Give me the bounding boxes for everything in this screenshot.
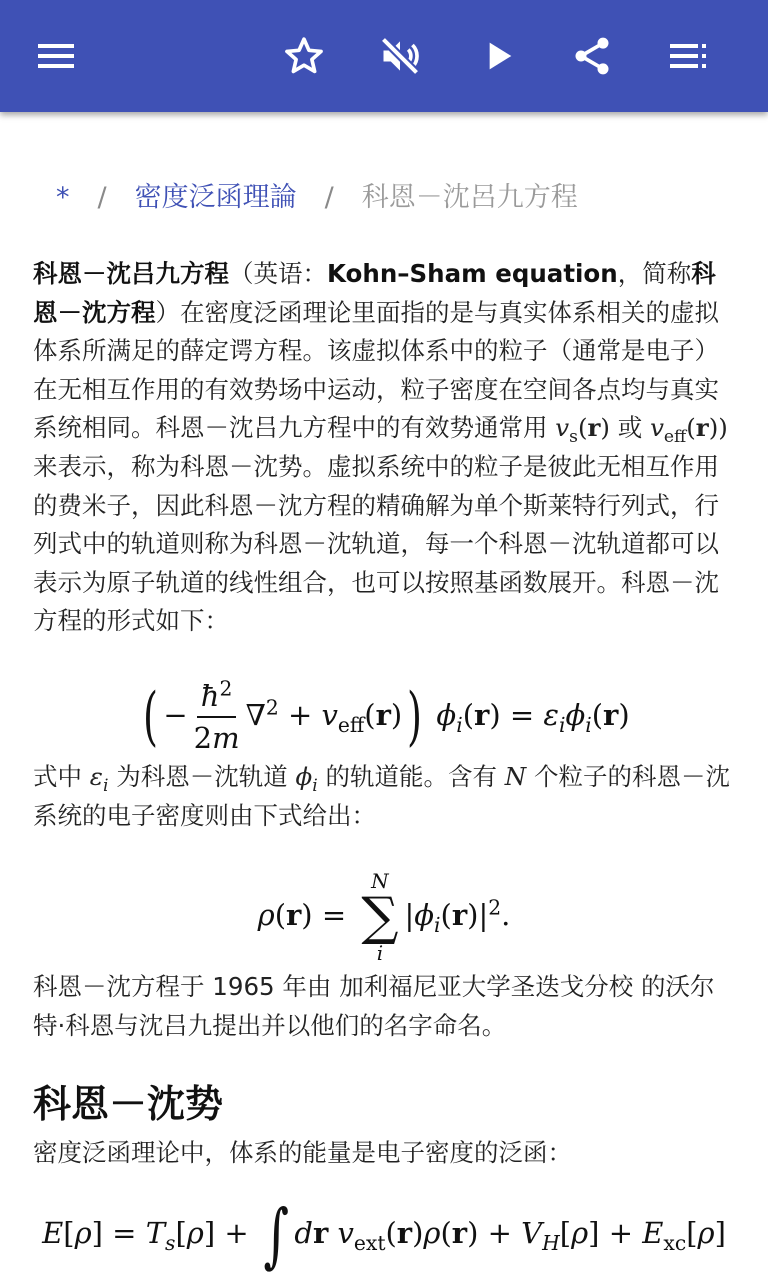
english-name: Kohn–Sham equation [327, 259, 618, 288]
intro-text: 来表示，称为科恩－沈势。虚拟系统中的粒子是彼此无相互作用的费米子，因此科恩－沈方程的精确解为单个斯莱特行列式，行列式中的轨道则称为科恩－沈轨道，每一个科恩－沈轨道都可以表示为原子轨道的线性组合，也可以按照基函数展开。科恩－沈方程的形式如下： [33, 451, 719, 636]
table-of-contents-icon [668, 36, 708, 76]
article-intro [33, 255, 735, 641]
short-name: 科恩－沈方程 [33, 259, 716, 327]
share-icon [570, 34, 614, 78]
intro-text: ，简称 [617, 259, 692, 288]
star-outline-icon [282, 34, 326, 78]
menu-button[interactable] [24, 24, 88, 88]
math-veff-r: $v_{eff}(r)$) [650, 413, 728, 448]
bookmark-button[interactable] [272, 24, 336, 88]
math-vs-r: $v_s(r)$ [555, 413, 610, 448]
body-text: 的轨道能。含有 [317, 762, 505, 791]
contents-button[interactable] [656, 24, 720, 88]
intro-text: 或 [609, 413, 651, 443]
section-heading: 科恩－沈势 [33, 1082, 224, 1126]
density-equation: ρ(r) = N ∑ i $|\phi_i(r)|^2$. [257, 869, 511, 965]
body-text: 个粒子的科恩－沈系统的电子密度则由下式给出： [33, 762, 731, 830]
intro-text: ）在密度泛函理论里面指的是与真实体系相关的虚拟体系所满足的薛定谔方程。该虚拟体系中的粒子（通常是电子）在无相互作用的有效势场中运动，粒子密度在空间各点均与真实系统相同。科恩－沈吕九方程中的有效势通常用 [33, 297, 719, 443]
orbital-energy-text [33, 758, 735, 835]
body-text: 为科恩－沈轨道 [108, 762, 296, 791]
article-term: 科恩－沈吕九方程 [33, 259, 229, 288]
share-button[interactable] [560, 24, 624, 88]
play-icon [478, 36, 518, 76]
breadcrumb-root-link[interactable]: * [56, 182, 70, 213]
play-button[interactable] [466, 24, 530, 88]
breadcrumb-current: 科恩－沈呂九方程 [361, 182, 578, 213]
app-bar [0, 0, 768, 112]
volume-off-icon [378, 34, 422, 78]
intro-text: （英语： [229, 259, 327, 288]
math-n: N [504, 762, 527, 791]
menu-icon [36, 36, 76, 76]
math-phi-i: $\phi_i$ [295, 762, 318, 796]
energy-functional-equation: $E[\rho] = T_s[\rho]$ + ∫ dr $v_{ext}(r)\rho(r) + V_H[\rho] + E_{xc}[\rho]$ [42, 1194, 726, 1276]
mute-button[interactable] [368, 24, 432, 88]
intro-paragraph [33, 255, 735, 641]
breadcrumb [56, 178, 578, 218]
orbital-energy-paragraph [33, 758, 735, 835]
body-text: 式中 [33, 762, 90, 791]
history-paragraph [33, 968, 735, 1045]
math-epsilon-i: $\varepsilon_i$ [89, 762, 109, 796]
breadcrumb-separator: / [97, 182, 107, 213]
breadcrumb-separator: / [324, 182, 334, 213]
breadcrumb-parent-link[interactable]: 密度泛函理論 [134, 182, 297, 213]
kohn-sham-equation: ( − $\frac{ħ^2}{2m}$ $\nabla^2 + v_{eff}(r)$) $\phi_i(r) = \varepsilon_i\phi_i(r)$ [143, 676, 630, 755]
history-text: 科恩－沈方程于 1965 年由 加利福尼亚大学圣迭戈分校 的沃尔特·科恩与沈吕九提出并以他们的名字命名。 [33, 972, 715, 1040]
section-paragraph: 密度泛函理论中，体系的能量是电子密度的泛函： [33, 1138, 572, 1167]
